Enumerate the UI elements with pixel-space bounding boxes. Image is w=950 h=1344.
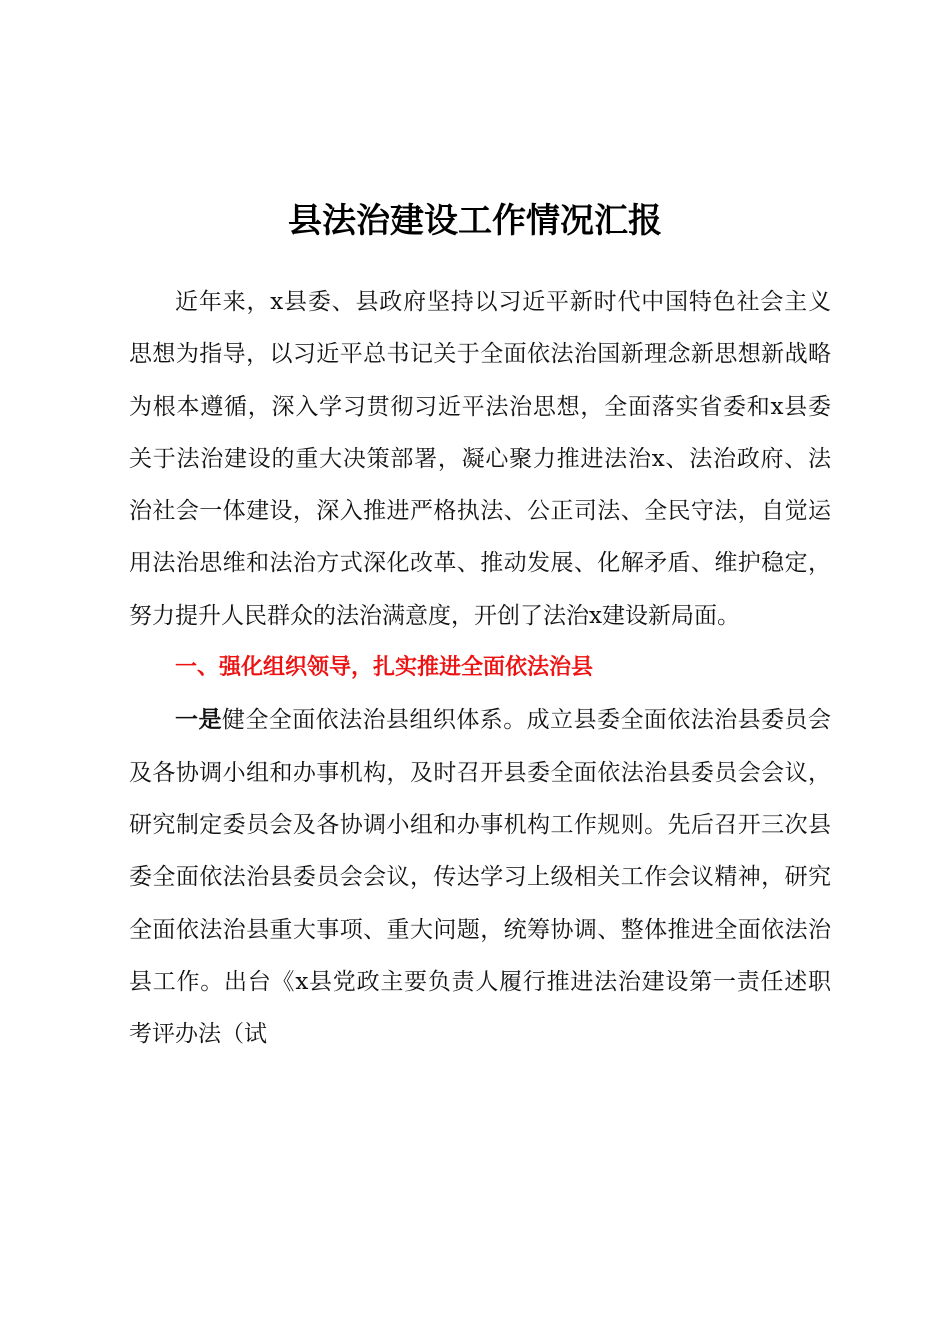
section-paragraph — [129, 694, 831, 1060]
document-body — [129, 276, 831, 1060]
paragraph-lead: 一是 — [175, 707, 222, 734]
intro-paragraph: 近年来，x县委、县政府坚持以习近平新时代中国特色社会主义思想为指导，以习近平总书记关于全面依法治国新理念新思想新战略为根本遵循，深入学习贯彻习近平法治思想，全面落实省委和x县委关于法治建设的重大决策部署，凝心聚力推进法治x、法治政府、法治社会一体建设，深入推进严格执法、公正司法、全民守法，自觉运用法治思维和法治方式深化改革、推动发展、化解矛盾、维护稳定，努力提升人民群众的法治满意度，开创了法治x建设新局面。 — [129, 289, 831, 629]
paragraph-text: 健全全面依法治县组织体系。成立县委全面依法治县委员会及各协调小组和办事机构，及时召开县委全面依法治县委员会会议，研究制定委员会及各协调小组和办事机构工作规则。先后召开三次县委全面依法治县委员会会议，传达学习上级相关工作会议精神，研究全面依法治县重大事项、重大问题，统筹协调、整体推进全面依法治县工作。出台《x县党政主要负责人履行推进法治建设第一责任述职考评办法（试 — [129, 707, 832, 1048]
document-title: 县法治建设工作情况汇报 — [288, 201, 662, 241]
section-heading: 一、强化组织领导，扎实推进全面依法治县 — [175, 655, 594, 681]
